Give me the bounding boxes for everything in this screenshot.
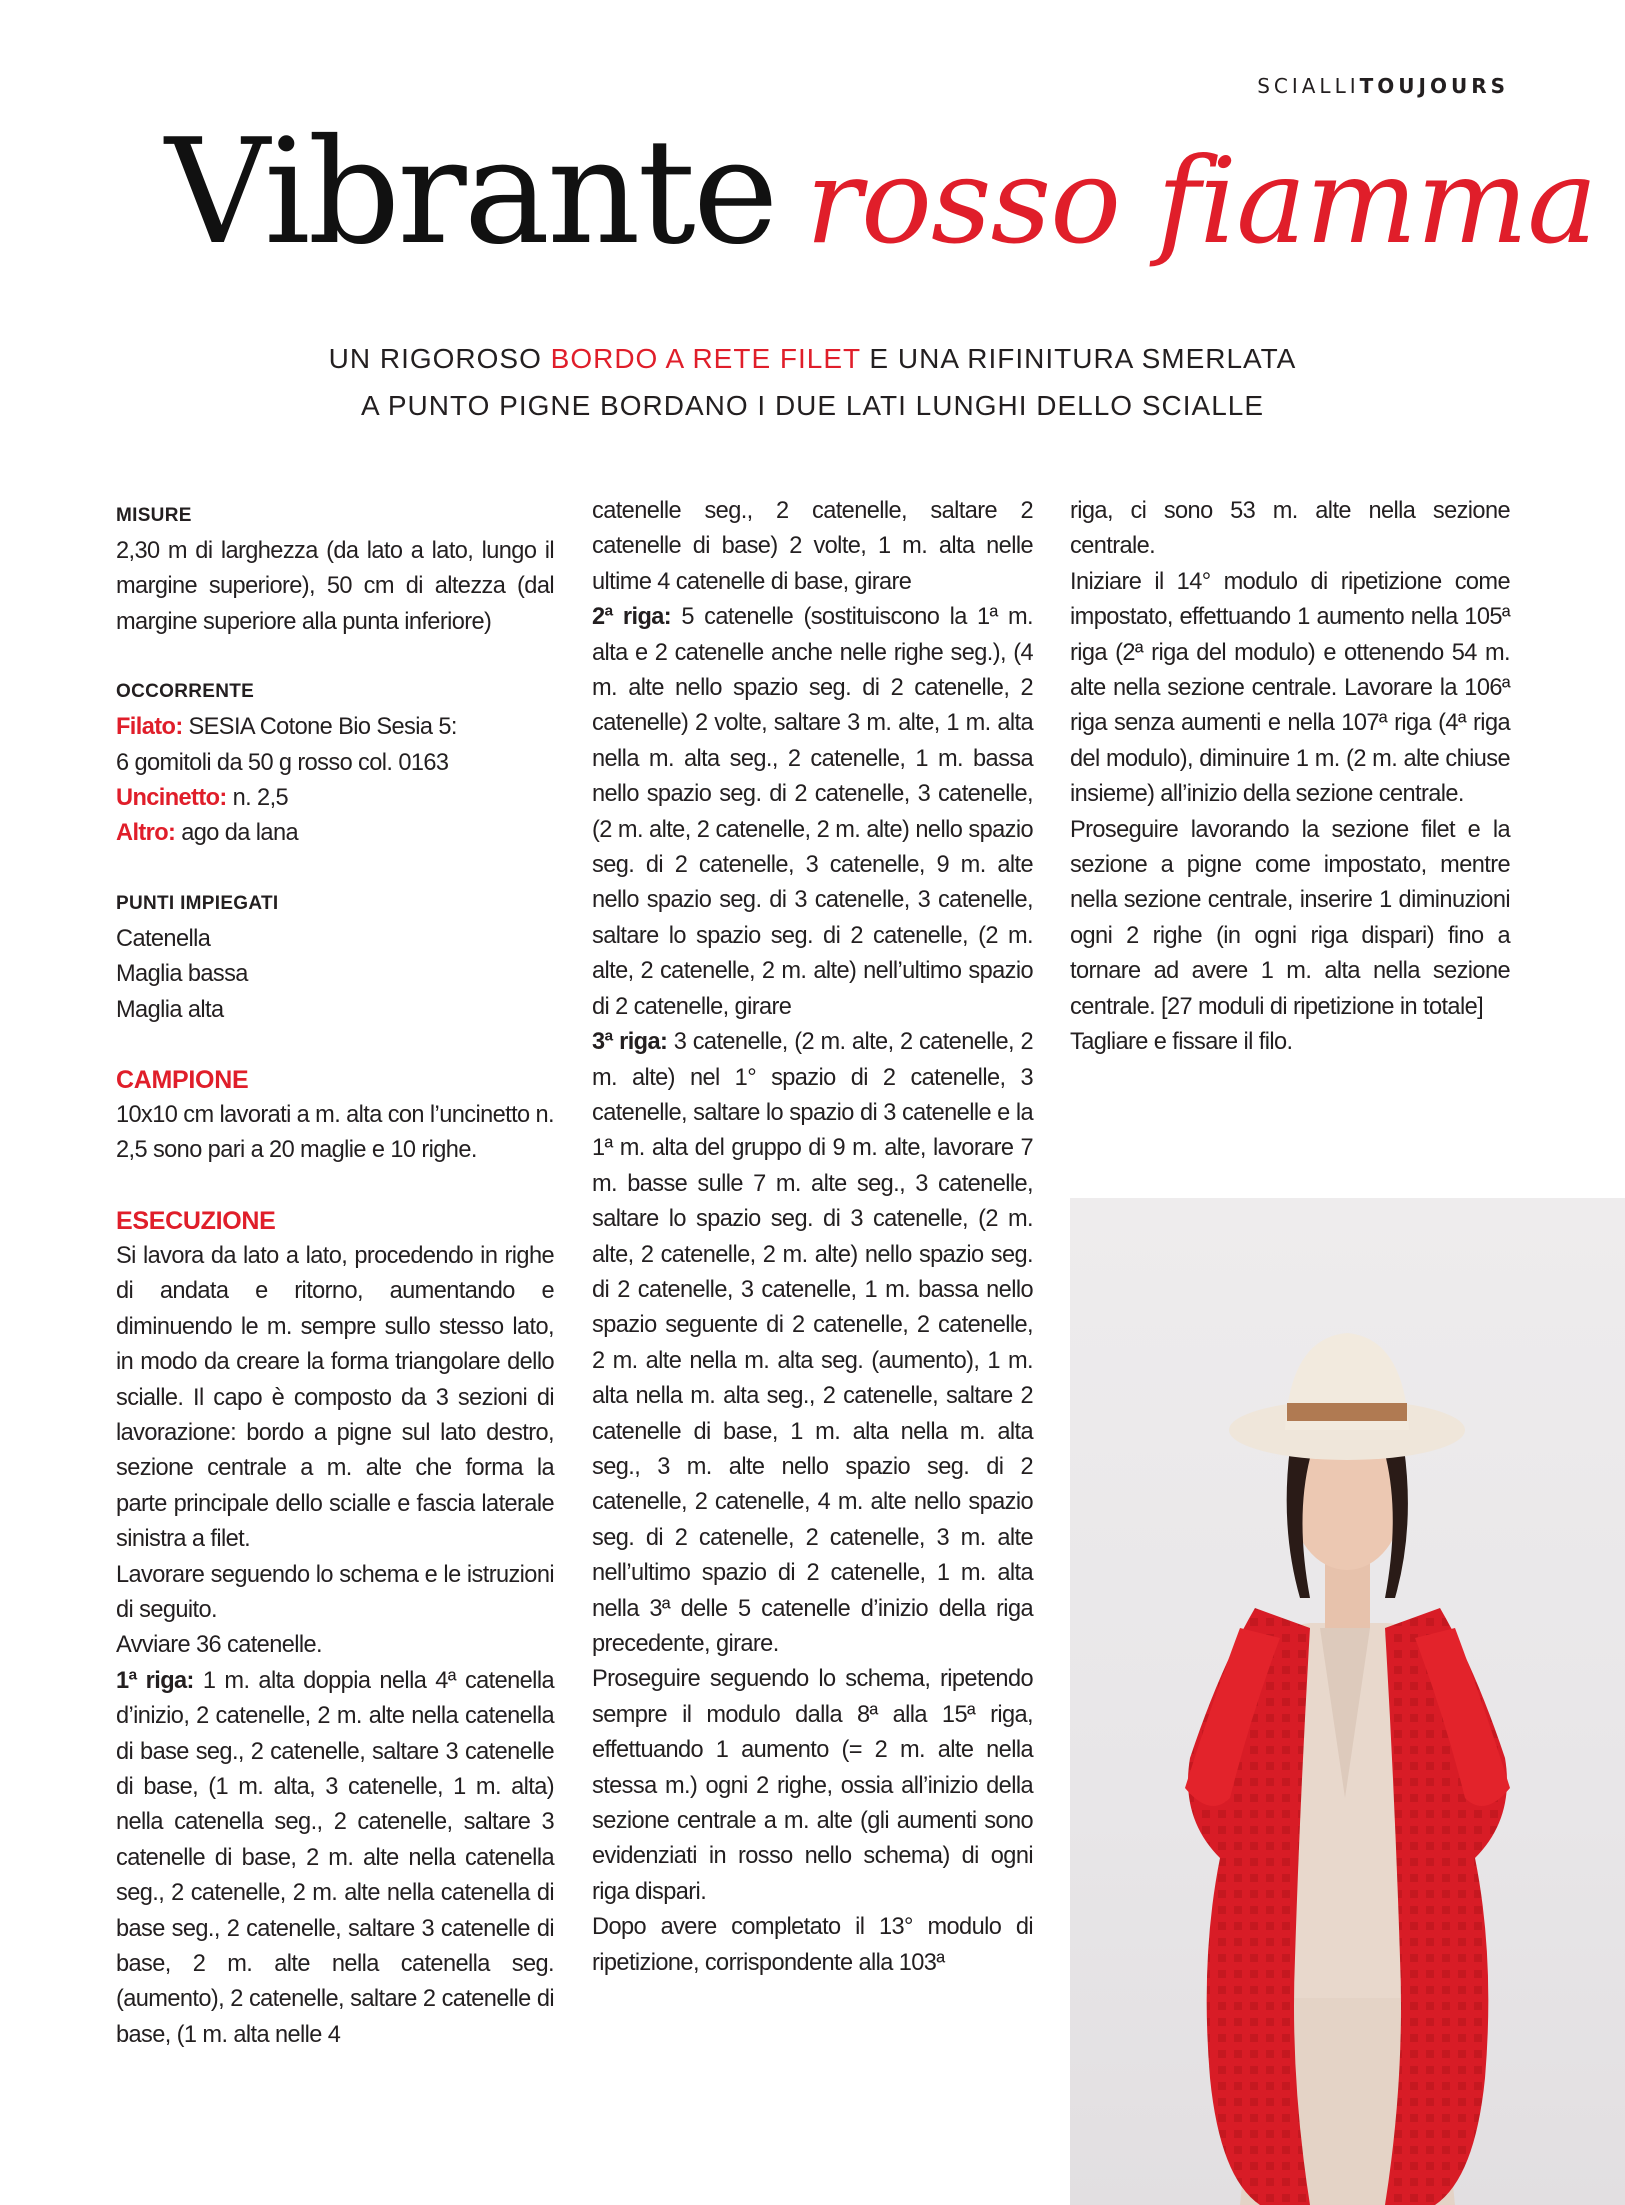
- riga-2-text: 5 catenelle (sostituiscono la 1ª m. alta e 2 catenelle anche nelle righe seg.), (4 m. alte nello spazio seg. di 2 catenelle, 2 catenelle) 2 volte, saltare 3 m. alte, 1 m. alta nella m. alta seg., 2 catenelle, 1 m. bassa nello spazio seg. di 2 catenelle, 3 catenelle, (2 m. alte, 2 catenelle, 2 m. alte) nello spazio seg. di 2 catenelle, 3 catenelle, 9 m. alte nello spazio seg. di 3 catenelle, 3 catenelle, saltare lo spazio seg. di 2 catenelle, (2 m. alte, 2 catenelle, 2 m. alte) nell’ultimo spazio di 2 catenelle, girare: [592, 604, 1033, 1020]
- subtitle-highlight: BORDO A RETE FILET: [550, 343, 861, 374]
- esecuzione-heading: ESECUZIONE: [116, 1206, 276, 1235]
- col2-p5: Dopo avere completato il 13° modulo di ripetizione, corrispondente alla 103ª: [592, 1914, 1033, 1976]
- filato-text: SESIA Cotone Bio Sesia 5:: [182, 714, 457, 741]
- esecuzione-p3: Avviare 36 catenelle.: [116, 1632, 322, 1659]
- riga-3: [592, 1025, 1033, 1662]
- model-photo: [1070, 1198, 1625, 2205]
- riga-1: [116, 1664, 554, 2053]
- subtitle-part-2: E UNA RIFINITURA SMERLATA: [860, 343, 1297, 374]
- column-3: [1070, 494, 1510, 1061]
- page-title: [165, 108, 1597, 277]
- esecuzione-p1: Si lavora da lato a lato, procedendo in righe di andata e ritorno, aumentando e diminuendo le m. sempre sullo stesso lato, in modo da creare la forma triangolare dello scialle. Il capo è composto da 3 sezioni di lavorazione: bordo a pigne sul lato destro, sezione centrale a m. alte che forma la parte principale dello scialle e fascia laterale sinistra a filet.: [116, 1242, 554, 1553]
- col2-p4: Proseguire seguendo lo schema, ripetendo sempre il modulo dalla 8ª alla 15ª riga, effettuando 1 aumento (= 2 m. alte nella stessa m.) ogni 2 righe, ossia all’inizio della sezione centrale a m. alte (gli aumenti sono evidenziati in rosso nello schema) di ogni riga dispari.: [592, 1666, 1033, 1905]
- col2-p1: catenelle seg., 2 catenelle, saltare 2 catenelle di base) 2 volte, 1 m. alta nelle ultime 4 catenelle di base, girare: [592, 498, 1033, 595]
- altro-label: Altro:: [116, 820, 176, 847]
- punti-item: Catenella: [116, 925, 211, 952]
- column-1: [116, 498, 554, 2053]
- altro-text: ago da lana: [175, 820, 298, 847]
- esecuzione-p2: Lavorare seguendo lo schema e le istruzioni di seguito.: [116, 1561, 554, 1623]
- riga-3-text: 3 catenelle, (2 m. alte, 2 catenelle, 2 m. alte) nel 1° spazio di 2 catenelle, 3 catenelle, saltare lo spazio di 3 catenelle e la 1ª m. alta del gruppo di 9 m. alte, lavorare 7 m. basse sulle 7 m. alte seg., 3 catenelle, saltare lo spazio seg. di 3 catenelle, (2 m. alte, 2 catenelle, 2 m. alte) nello spazio seg. di 2 catenelle, 3 catenelle, 1 m. bassa nello spazio seguente di 2 catenelle, 2 catenelle, 2 m. alte nella m. alta seg. (aumento), 1 m. alta nella m. alta seg., 2 catenelle, saltare 2 catenelle di base, 1 m. alta nella m. alta seg., 3 m. alte nello spazio seg. di 2 catenelle, 2 catenelle, 4 m. alte nello spazio seg. di 2 catenelle, 2 catenelle, 3 m. alte nell’ultimo spazio di 2 catenelle, 1 m. alta nella 3ª delle 5 catenelle d’inizio della riga precedente, girare.: [592, 1029, 1033, 1657]
- riga-2-label: 2ª riga:: [592, 604, 672, 631]
- filato-line-2: 6 gomitoli da 50 g rosso col. 0163: [116, 749, 449, 776]
- riga-3-label: 3ª riga:: [592, 1029, 668, 1056]
- uncinetto-label: Uncinetto:: [116, 785, 227, 812]
- misure-heading: MISURE: [116, 505, 192, 526]
- section-tag-light: SCIALLI: [1257, 74, 1360, 98]
- altro-line: [116, 816, 554, 851]
- title-accent: rosso fiamma: [805, 132, 1597, 270]
- col3-p1: riga, ci sono 53 m. alte nella sezione centrale.: [1070, 498, 1510, 560]
- riga-2: [592, 600, 1033, 1025]
- filato-line: [116, 710, 554, 745]
- punti-heading: PUNTI IMPIEGATI: [116, 892, 279, 914]
- uncinetto-text: n. 2,5: [226, 785, 289, 812]
- subtitle: [150, 335, 1475, 429]
- title-main: Vibrante: [165, 108, 776, 277]
- uncinetto-line: [116, 781, 554, 816]
- column-2: [592, 494, 1033, 1981]
- punti-item: Maglia bassa: [116, 961, 248, 988]
- riga-1-text: 1 m. alta doppia nella 4ª catenella d’inizio, 2 catenelle, 2 m. alte nella catenella di base seg., 2 catenelle, saltare 3 catenelle di base, (1 m. alta, 3 catenelle, 1 m. alta) nella catenella seg., 2 catenelle, saltare 3 catenelle di base, 2 m. alte nella catenella seg., 2 catenelle, 2 m. alte nella catenella di base seg., 2 catenelle, saltare 3 catenelle di base, 2 m. alte nella catenella seg. (aumento), 2 catenelle, saltare 2 catenelle di base, (1 m. alta nelle 4: [116, 1667, 554, 2048]
- hat-band: [1287, 1403, 1407, 1421]
- col3-p4: Tagliare e fissare il filo.: [1070, 1029, 1293, 1056]
- campione-heading: CAMPIONE: [116, 1066, 249, 1095]
- section-tag: [1257, 74, 1509, 98]
- filato-label: Filato:: [116, 714, 183, 741]
- model-illustration: [1070, 1198, 1625, 2205]
- punti-item: Maglia alta: [116, 996, 224, 1023]
- riga-1-label: 1ª riga:: [116, 1667, 194, 1694]
- col3-p2: Iniziare il 14° modulo di ripetizione come impostato, effettuando 1 aumento nella 105ª riga (2ª riga del modulo) e ottenendo 54 m. alte nella sezione centrale. Lavorare la 106ª riga senza aumenti e nella 107ª riga (4ª riga del modulo), diminuire 1 m. (2 m. alte chiuse insieme) all’inizio della sezione centrale.: [1070, 568, 1510, 808]
- section-tag-bold: TOUJOURS: [1359, 74, 1509, 98]
- subtitle-part-1: UN RIGOROSO: [328, 343, 551, 374]
- occorrente-heading: OCCORRENTE: [116, 681, 255, 703]
- misure-text: 2,30 m di larghezza (da lato a lato, lungo il margine superiore), 50 cm di altezza (dal margine superiore alla punta inferiore): [116, 538, 554, 635]
- subtitle-line-1: [150, 335, 1475, 382]
- col3-p3: Proseguire lavorando la sezione filet e la sezione a pigne come impostato, mentre nella sezione centrale, inserire 1 diminuzioni ogni 2 righe (in ogni riga dispari) fino a tornare ad avere 1 m. alta nella sezione centrale. [27 moduli di ripetizione in totale]: [1070, 816, 1510, 1020]
- subtitle-line-2: A PUNTO PIGNE BORDANO I DUE LATI LUNGHI DELLO SCIALLE: [360, 390, 1265, 421]
- campione-text: 10x10 cm lavorati a m. alta con l’uncinetto n. 2,5 sono pari a 20 maglie e 10 righe.: [116, 1102, 554, 1164]
